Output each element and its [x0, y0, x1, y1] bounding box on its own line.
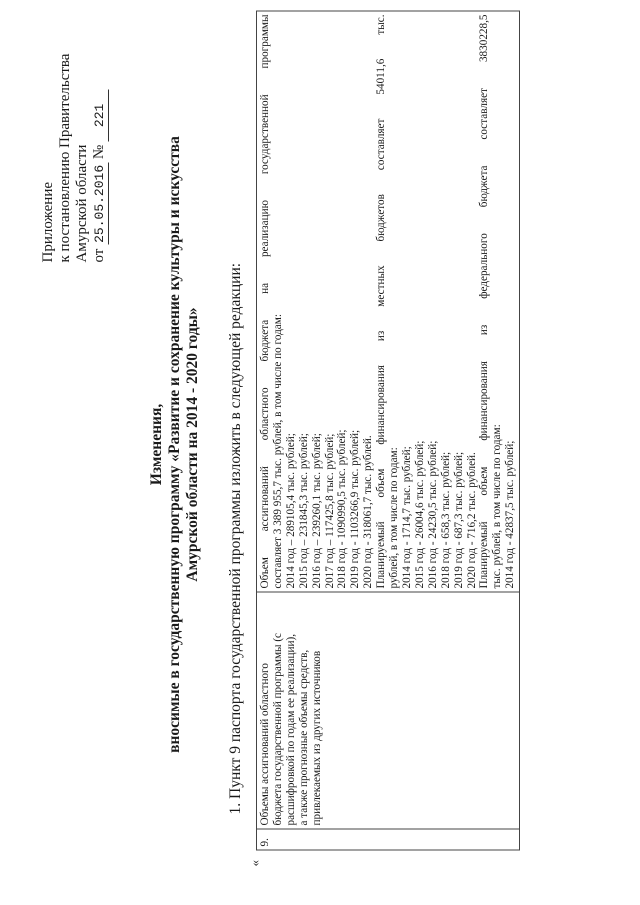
title-line-2: вносимые в государственную программу «Развитие и сохранение культуры и искусства [166, 136, 183, 753]
value-line: 2016 год - 24230,5 тыс. рублей; [426, 440, 439, 589]
row-number-cell: 9. [257, 829, 520, 850]
appendix-header [40, 13, 109, 263]
name-line: привлекаемых из других источников [310, 650, 323, 826]
value-line: составляет 3 389 955,7 тыс. рублей, в том числе по годам: [271, 314, 284, 589]
name-line: бюджета государственной программы (с [271, 632, 284, 826]
appendix-resolution: к постановлению Правительства [57, 53, 73, 263]
resolution-date: 25.05.2016 [92, 164, 107, 243]
value-line: 2015 год - 26004,6 тыс. рублей; [413, 440, 426, 589]
intro-paragraph: 1. Пункт 9 паспорта государственной программы изложить в следующей редакции: [227, 262, 244, 815]
appendix-date-number [91, 13, 109, 263]
number-sign: № [91, 144, 107, 160]
row-name-cell [257, 592, 520, 829]
value-line: 2020 год - 318061,7 тыс. рублей. [362, 435, 375, 589]
name-line: а также прогнозные объемы средств, [297, 649, 310, 826]
value-line: 2015 год – 231845,3 тыс. рублей; [297, 433, 310, 589]
name-line: расшифровкой по годам ее реализации), [284, 633, 297, 826]
value-line: 2014 год - 1714,7 тыс. рублей; [400, 446, 413, 589]
passport-table [256, 11, 520, 851]
table-row [257, 11, 520, 850]
value-line: 2017 год – 117425,8 тыс. рублей; [323, 433, 336, 589]
appendix-region: Амурской области [74, 144, 90, 263]
document-title [148, 65, 202, 825]
value-line: Планируемый объем финансирования из местных бюджетов составляет 54011,6 тыс. [375, 14, 388, 589]
appendix-label: Приложение [40, 181, 56, 263]
title-line-3: Амурской области на 2014 - 2020 годы» [184, 307, 201, 582]
value-line: 2018 год - 1090990,5 тыс. рублей; [336, 429, 349, 589]
resolution-number: 221 [91, 90, 109, 141]
value-line: 2016 год – 239260,1 тыс. рублей; [310, 433, 323, 589]
title-line-1: Изменения, [148, 403, 165, 486]
value-line: рублей, в том числе по годам: [388, 447, 401, 589]
row-value-cell [257, 11, 520, 592]
value-line: 2020 год - 716,2 тыс. рублей. [465, 452, 478, 589]
value-line: 2014 год - 42837,5 тыс. рублей; [504, 440, 517, 589]
value-line: 2018 год - 658,3 тыс. рублей; [439, 451, 452, 589]
value-line: 2019 год - 687,3 тыс. рублей; [452, 451, 465, 589]
value-line: 2019 год - 1103266,9 тыс. рублей; [349, 429, 362, 589]
name-line: Объемы ассигнований областного [259, 663, 271, 826]
value-line: Объем ассигнований областного бюджета на реализацию государственной программы [259, 14, 271, 589]
value-line: 2014 год – 289105,4 тыс. рублей; [284, 433, 297, 589]
opening-quote: « [247, 860, 262, 867]
value-line: тыс. рублей, в том числе по годам: [491, 424, 504, 589]
from-label: от [91, 248, 107, 263]
value-line: Планируемый объем финансирования из федерального бюджета составляет 3830228,5 [478, 14, 491, 589]
